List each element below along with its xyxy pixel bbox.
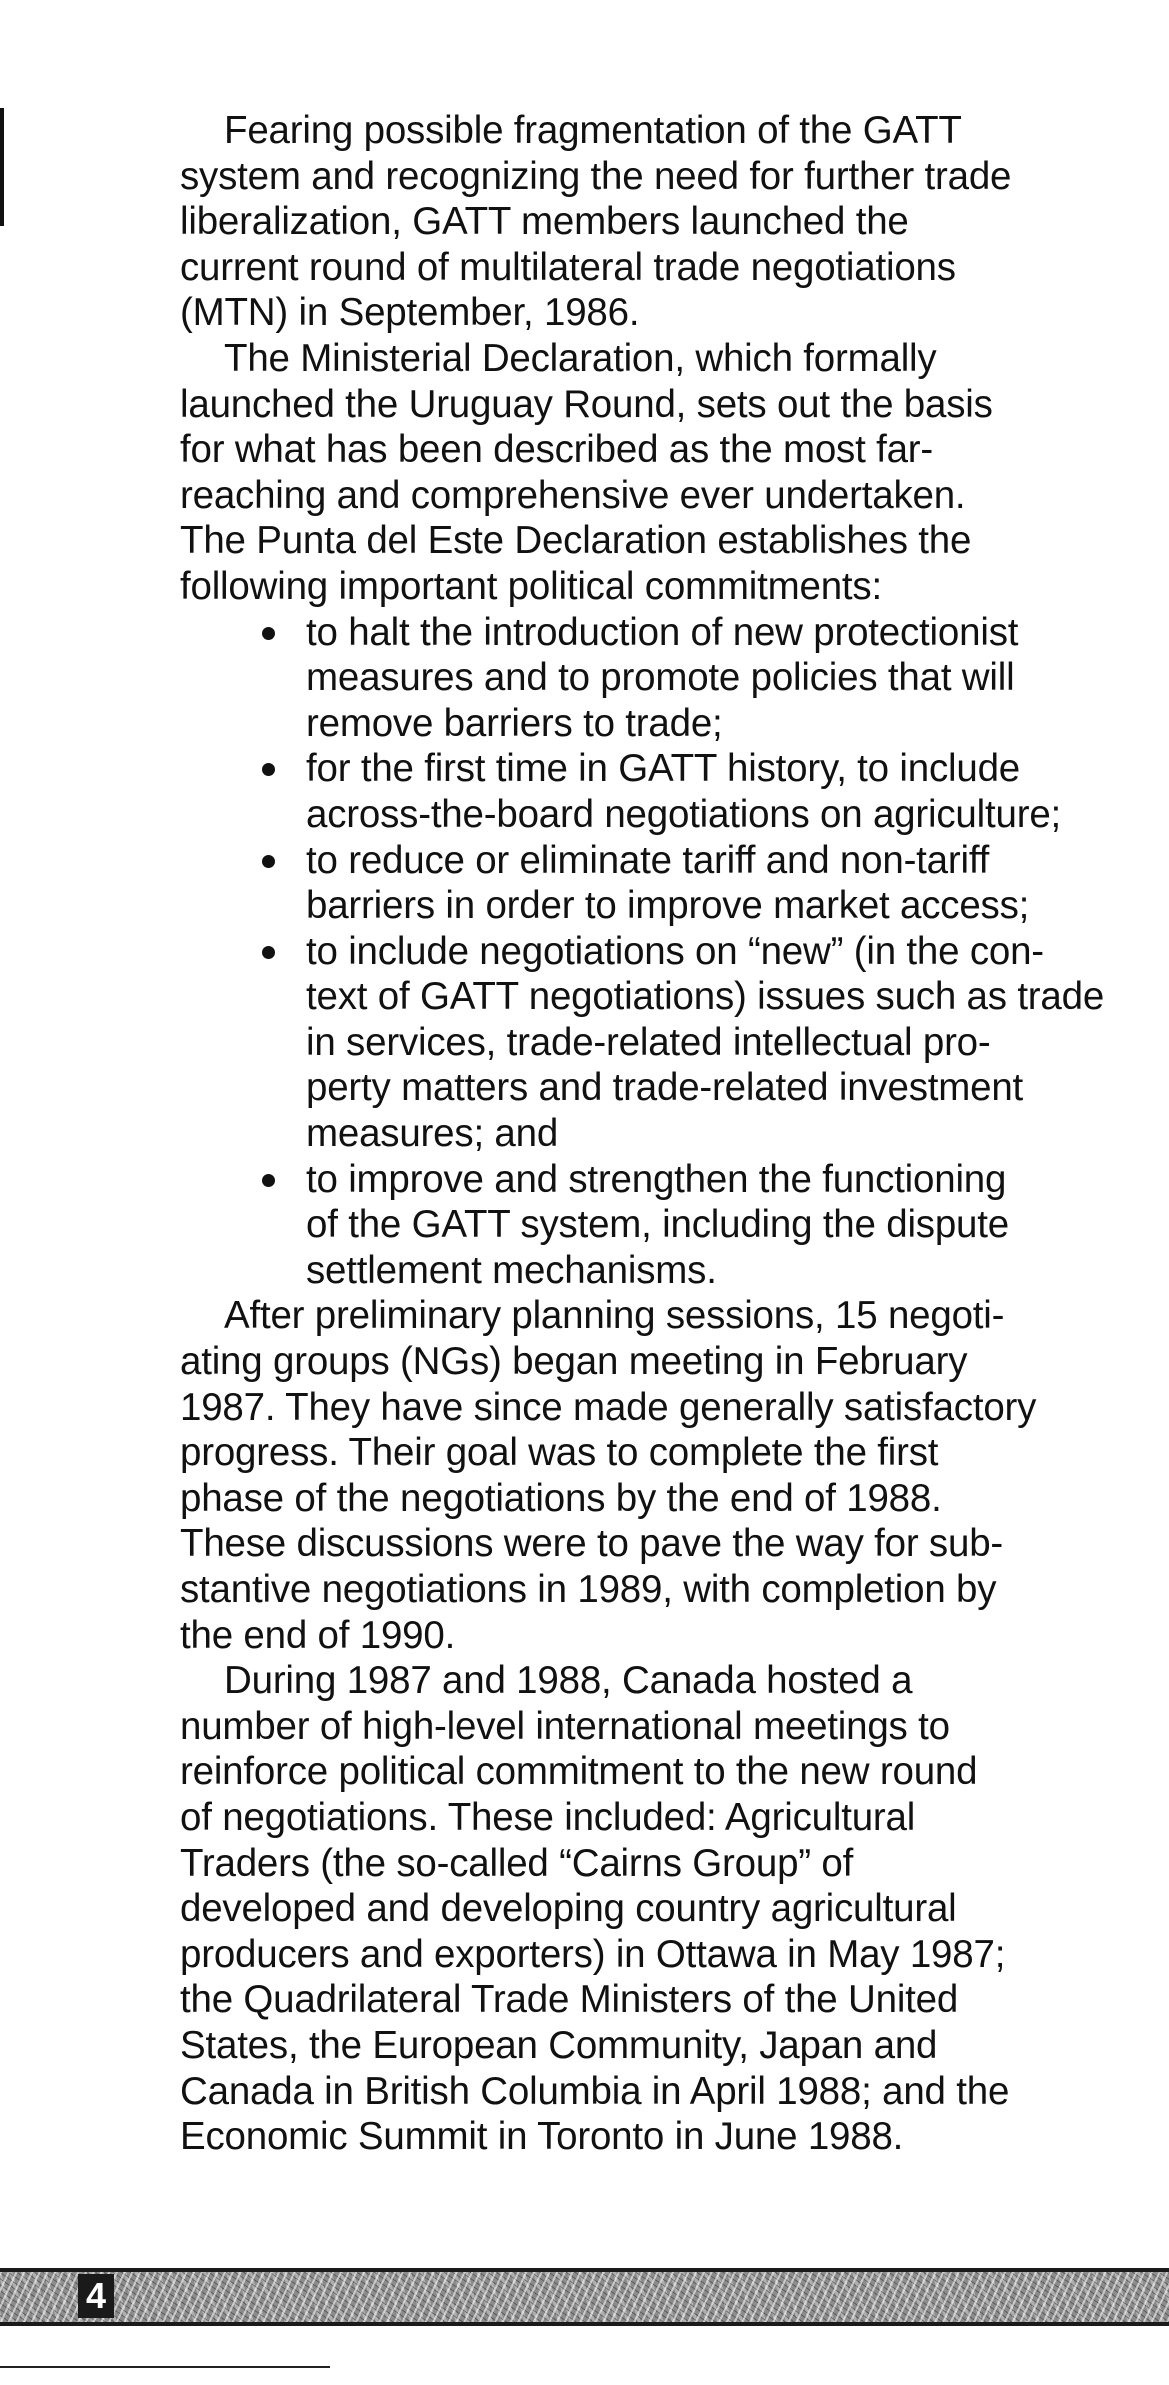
paragraph-line: producers and exporters) in Ottawa in May 1987; <box>180 1932 1006 1976</box>
bullet-icon <box>262 946 275 959</box>
bullet-icon <box>262 1174 275 1187</box>
paragraph-line: of negotiations. These included: Agricultural <box>180 1795 916 1839</box>
list-item-line: perty matters and trade-related investment <box>306 1066 1024 1110</box>
paragraph-line: These discussions were to pave the way for sub- <box>180 1522 1004 1566</box>
paragraph-line-text: Fearing possible fragmentation of the GATT <box>224 109 962 152</box>
list-item-line: to reduce or eliminate tariff and non-tariff <box>306 838 990 882</box>
paragraph-line: reinforce political commitment to the new round <box>180 1750 978 1794</box>
paragraph-line: developed and developing country agricultural <box>180 1887 957 1931</box>
paragraph-line: The Punta del Este Declaration establishes the <box>180 519 972 563</box>
bottom-rule <box>0 2366 330 2368</box>
list-item-line: remove barriers to trade; <box>306 701 723 745</box>
paragraph-line: system and recognizing the need for further trade <box>180 154 1012 198</box>
bullet-icon <box>262 763 275 776</box>
list-item <box>262 929 1130 1157</box>
list-item-line: across-the-board negotiations on agriculture; <box>306 792 1062 836</box>
list-item <box>262 746 1130 837</box>
paragraph-line: launched the Uruguay Round, sets out the basis <box>180 382 993 426</box>
paragraph-line: Economic Summit in Toronto in June 1988. <box>180 2115 904 2159</box>
paragraph-line <box>180 108 1130 154</box>
bullet-icon <box>262 627 275 640</box>
list-item-line: to improve and strengthen the functioning <box>306 1157 1007 1201</box>
body-text <box>180 108 1130 2160</box>
paragraph-line-text: During 1987 and 1988, Canada hosted a <box>224 1659 913 1703</box>
list-item <box>262 1157 1130 1294</box>
paragraph-line: Traders (the so-called “Cairns Group” of <box>180 1841 854 1885</box>
footer-band <box>0 2268 1169 2326</box>
list-item-line: measures and to promote policies that will <box>306 656 1015 700</box>
paragraph-line: States, the European Community, Japan and <box>180 2023 938 2067</box>
paragraph-line <box>180 336 1130 382</box>
bullet-icon <box>262 855 275 868</box>
paragraph-line: number of high-level international meetings to <box>180 1704 950 1748</box>
list-item-line: to halt the introduction of new protectionist <box>306 610 1019 654</box>
margin-change-bar <box>0 108 4 226</box>
list-item-line: text of GATT negotiations) issues such as trade <box>306 975 1105 1019</box>
list-item-line: barriers in order to improve market access; <box>306 884 1030 928</box>
commitments-list <box>180 610 1130 1294</box>
list-item-line: of the GATT system, including the dispute <box>306 1203 1009 1247</box>
paragraph-line: the Quadrilateral Trade Ministers of the United <box>180 1978 959 2022</box>
paragraph-line <box>180 1658 1130 1704</box>
list-item-line: in services, trade-related intellectual pro- <box>306 1020 991 1064</box>
paragraph-line: 1987. They have since made generally satisfactory <box>180 1385 1037 1429</box>
paragraph-line <box>180 1293 1130 1339</box>
paragraph-line: following important political commitments: <box>180 564 882 608</box>
paragraph-line: current round of multilateral trade negotiations <box>180 245 956 289</box>
list-item-line: measures; and <box>306 1112 559 1156</box>
paragraph-line: progress. Their goal was to complete the first <box>180 1431 939 1475</box>
paragraph-line-text: The Ministerial Declaration, which formally <box>224 336 937 380</box>
page-number: 4 <box>78 2274 114 2318</box>
list-item-line: settlement mechanisms. <box>306 1248 717 1292</box>
list-item <box>262 610 1130 747</box>
list-item-line: for the first time in GATT history, to include <box>306 747 1020 791</box>
paragraph-line: liberalization, GATT members launched the <box>180 200 909 244</box>
paragraph-line: Canada in British Columbia in April 1988; and the <box>180 2069 1010 2113</box>
paragraph-line: reaching and comprehensive ever undertaken. <box>180 473 966 517</box>
paragraph-line: (MTN) in September, 1986. <box>180 291 640 335</box>
paragraph-line: the end of 1990. <box>180 1613 456 1657</box>
paragraph-line: phase of the negotiations by the end of 1988. <box>180 1476 942 1520</box>
paragraph-line-text: After preliminary planning sessions, 15 negoti- <box>224 1294 1005 1338</box>
list-item-line: to include negotiations on “new” (in the con- <box>306 929 1044 973</box>
list-item <box>262 838 1130 929</box>
paragraph-line: for what has been described as the most far- <box>180 428 934 472</box>
paragraph-line: stantive negotiations in 1989, with completion by <box>180 1568 997 1611</box>
paragraph-line: ating groups (NGs) began meeting in February <box>180 1340 968 1384</box>
